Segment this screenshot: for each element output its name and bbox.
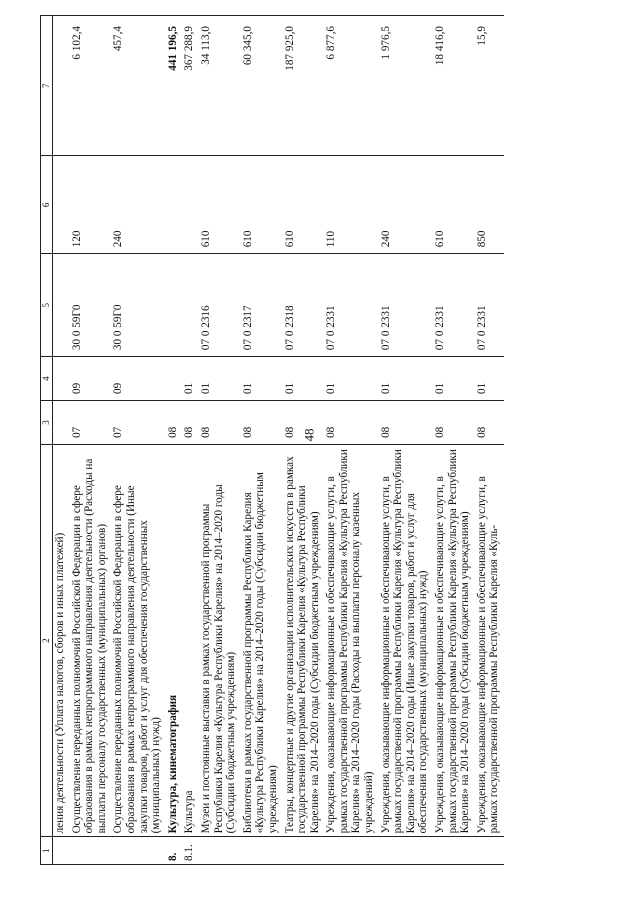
row-number xyxy=(475,837,504,865)
row-number xyxy=(111,837,165,865)
column-header: 1 xyxy=(41,837,53,865)
column-header: 4 xyxy=(41,357,53,401)
amount: 367 288,9 xyxy=(182,16,199,156)
target-article xyxy=(53,254,70,357)
subsection-code: 01 xyxy=(433,357,475,401)
subsection-code: 09 xyxy=(70,357,112,401)
target-article xyxy=(166,254,183,357)
expense-type xyxy=(182,156,199,254)
section-code: 07 xyxy=(111,401,165,445)
table-row xyxy=(241,16,283,865)
target-article: 07 0 2331 xyxy=(324,254,378,357)
amount: 18 416,0 xyxy=(433,16,475,156)
table-row xyxy=(199,16,241,865)
row-number xyxy=(53,837,70,865)
section-code: 08 xyxy=(182,401,199,445)
row-name: Учреждения, оказывающие информационные и обеспечивающие услуги, в рамках государственной программы Республики Карелия «Куль- xyxy=(475,444,504,837)
expense-type: 240 xyxy=(111,156,165,254)
table-body xyxy=(53,16,505,865)
target-article: 07 0 2331 xyxy=(433,254,475,357)
row-number xyxy=(379,837,433,865)
row-number: 8. xyxy=(166,837,183,865)
table-row xyxy=(283,16,325,865)
row-name: Учреждения, оказывающие информационные и обеспечивающие услуги, в рамках государственной программы Республики Карелия «Культура Республики Карелия» на 2014–2020 годы (Расходы на выплаты персоналу казенных учреждений) xyxy=(324,444,378,837)
target-article: 07 0 2318 xyxy=(283,254,325,357)
subsection-code xyxy=(53,357,70,401)
table-row xyxy=(433,16,475,865)
target-article: 07 0 2331 xyxy=(379,254,433,357)
expense-type xyxy=(166,156,183,254)
amount: 187 925,0 xyxy=(283,16,325,156)
section-code: 08 xyxy=(475,401,504,445)
row-name: Осуществление переданных полномочий Российской Федерации в сфере образования в рамках непрограммного направления деятельности (Расходы на выплаты персоналу государственных (муниципальных) органов) xyxy=(70,444,112,837)
section-code xyxy=(53,401,70,445)
row-name: Театры, концертные и другие организации исполнительских искусств в рамках государственной программы Республики Карелия «Культура Республики Карелия» на 2014–2020 годы (Субсидии бюджетным учреждениям) xyxy=(283,444,325,837)
expense-type: 610 xyxy=(241,156,283,254)
section-code: 08 xyxy=(379,401,433,445)
section-code: 08 xyxy=(433,401,475,445)
section-code: 08 xyxy=(283,401,325,445)
row-name: Осуществление переданных полномочий Российской Федерации в сфере образования в рамках непрограммного направления деятельности (Иные закупки товаров, работ и услуг для обеспечения государственных (муниципальных) нужд) xyxy=(111,444,165,837)
amount: 457,4 xyxy=(111,16,165,156)
section-code: 08 xyxy=(199,401,241,445)
section-code: 08 xyxy=(241,401,283,445)
amount: 6 877,6 xyxy=(324,16,378,156)
column-header: 2 xyxy=(41,444,53,837)
row-name: ления деятельности (Уплата налогов, сборов и иных платежей) xyxy=(53,444,70,837)
amount: 1 976,5 xyxy=(379,16,433,156)
row-name: Культура, кинематография xyxy=(166,444,183,837)
row-name: Библиотеки в рамках государственной программы Республики Карелия «Культура Республики Карелия» на 2014–2020 годы (Субсидии бюджетным учреждениям) xyxy=(241,444,283,837)
section-code: 08 xyxy=(324,401,378,445)
expense-type: 610 xyxy=(283,156,325,254)
amount: 6 102,4 xyxy=(70,16,112,156)
table-row xyxy=(379,16,433,865)
expense-type: 110 xyxy=(324,156,378,254)
row-number: 8.1. xyxy=(182,837,199,865)
expense-type: 850 xyxy=(475,156,504,254)
column-header: 3 xyxy=(41,401,53,445)
amount: 34 113,0 xyxy=(199,16,241,156)
budget-table xyxy=(40,15,504,865)
section-code: 07 xyxy=(70,401,112,445)
subsection-code: 01 xyxy=(199,357,241,401)
row-name: Музеи и постоянные выставки в рамках государственной программы Республики Карелия «Культура Республики Карелия» на 2014–2020 годы (Субсидии бюджетным учреждениям) xyxy=(199,444,241,837)
expense-type: 610 xyxy=(199,156,241,254)
row-number xyxy=(433,837,475,865)
header-row xyxy=(41,16,53,865)
amount: 15,9 xyxy=(475,16,504,156)
subsection-code: 01 xyxy=(182,357,199,401)
table-row xyxy=(324,16,378,865)
table-row xyxy=(475,16,504,865)
row-name: Учреждения, оказывающие информационные и обеспечивающие услуги, в рамках государственной программы Республики Карелия «Культура Республики Карелия» на 2014–2020 годы (Субсидии бюджетным учреждениям) xyxy=(433,444,475,837)
subsection-code: 01 xyxy=(324,357,378,401)
expense-type xyxy=(53,156,70,254)
rotated-page xyxy=(40,15,600,865)
subsection-code: 01 xyxy=(379,357,433,401)
subsection-code: 01 xyxy=(283,357,325,401)
row-name: Культура xyxy=(182,444,199,837)
row-number xyxy=(324,837,378,865)
target-article: 07 0 2331 xyxy=(475,254,504,357)
column-header: 5 xyxy=(41,254,53,357)
target-article: 30 0 59Г0 xyxy=(70,254,112,357)
expense-type: 120 xyxy=(70,156,112,254)
amount: 441 196,5 xyxy=(166,16,183,156)
row-number xyxy=(283,837,325,865)
expense-type: 610 xyxy=(433,156,475,254)
subsection-code xyxy=(166,357,183,401)
target-article xyxy=(182,254,199,357)
amount xyxy=(53,16,70,156)
section-code: 08 xyxy=(166,401,183,445)
table-row xyxy=(53,16,70,865)
table-row xyxy=(111,16,165,865)
target-article: 07 0 2317 xyxy=(241,254,283,357)
table-row xyxy=(182,16,199,865)
row-number xyxy=(199,837,241,865)
target-article: 30 0 59Г0 xyxy=(111,254,165,357)
row-number xyxy=(70,837,112,865)
row-number xyxy=(241,837,283,865)
subsection-code: 01 xyxy=(241,357,283,401)
target-article: 07 0 2316 xyxy=(199,254,241,357)
table-header xyxy=(41,16,53,865)
table-row xyxy=(166,16,183,865)
column-header: 7 xyxy=(41,16,53,156)
page-number: 48 xyxy=(301,428,317,442)
expense-type: 240 xyxy=(379,156,433,254)
column-header: 6 xyxy=(41,156,53,254)
subsection-code: 01 xyxy=(475,357,504,401)
table-row xyxy=(70,16,112,865)
subsection-code: 09 xyxy=(111,357,165,401)
row-name: Учреждения, оказывающие информационные и обеспечивающие услуги, в рамках государственной программы Республики Карелия «Культура Республики Карелия» на 2014–2020 годы (Иные закупки товаров, работ и услуг для обеспечения государственных (муниципальных) нужд) xyxy=(379,444,433,837)
amount: 60 345,0 xyxy=(241,16,283,156)
